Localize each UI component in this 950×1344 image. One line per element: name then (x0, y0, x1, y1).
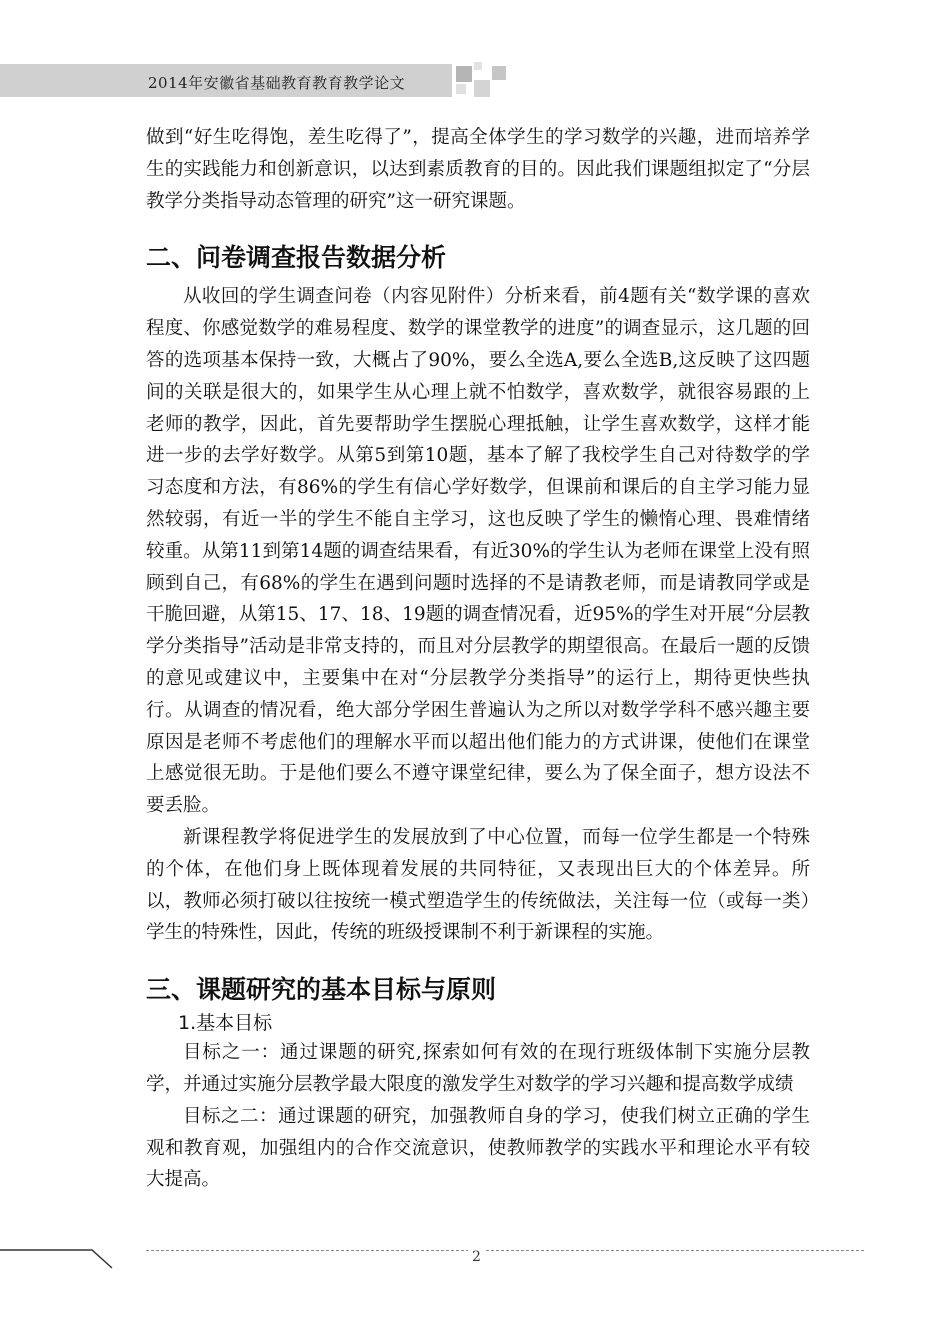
footer-divider (146, 1250, 864, 1251)
footer-corner-decoration (0, 1242, 130, 1282)
goal-2-paragraph: 目标之二：通过课题的研究，加强教师自身的学习，使我们树立正确的学生观和教育观，加强组内的合作交流意识，使教师教学的实践水平和理论水平有较大提高。 (146, 1105, 810, 1191)
intro-paragraph: 做到“好生吃得饱，差生吃得了”，提高全体学生的学习数学的兴趣，进而培养学生的实践能力和创新意识，以达到素质教育的目的。因此我们课题组拟定了“分层教学分类指导动态管理的研究”这一研究课题。 (146, 127, 810, 212)
document-body (146, 122, 810, 1196)
goal-1-paragraph: 目标之一：通过课题的研究,探索如何有效的在现行班级体制下实施分层教学，并通过实施分层教学最大限度的激发学生对数学的学习兴趣和提高数学成绩 (146, 1042, 810, 1095)
decorative-square (456, 84, 466, 94)
decorative-square (456, 66, 472, 82)
header-title: 2014年安徽省基础教育教育教学论文 (148, 74, 406, 92)
section-3-subheading: 1.基本目标 (178, 1012, 273, 1035)
page-number: 2 (468, 1249, 485, 1265)
section-2-paragraph-1: 从收回的学生调查问卷（内容见附件）分析来看，前4题有关“数学课的喜欢程度、你感觉数学的难易程度、数学的课堂教学的进度”的调查显示，这几题的回答的选项基本保持一致，大概占了90%，要么全选A,要么全选B,这反映了这四题间的关联是很大的，如果学生从心理上就不怕数学，喜欢数学，就很容易跟的上老师的教学，因此，首先要帮助学生摆脱心理抵触，让学生喜欢数学，这样才能进一步的去学好数学。从第5到第10题，基本了解了我校学生自己对待数学的学习态度和方法，有86%的学生有信心学好数学，但课前和课后的自主学习能力显然较弱，有近一半的学生不能自主学习，这也反映了学生的懒惰心理、畏难情绪较重。从第11到第14题的调查结果看，有近30%的学生认为老师在课堂上没有照顾到自己，有68%的学生在遇到问题时选择的不是请教老师，而是请教同学或是干脆回避，从第15、17、18、19题的调查情况看，近95%的学生对开展“分层教学分类指导”活动是非常支持的，而且对分层教学的期望很高。在最后一题的反馈的意见或建议中，主要集中在对“分层教学分类指导”的运行上，期待更快些执行。从调查的情况看，绝大部分学困生普遍认为之所以对数学学科不感兴趣主要原因是老师不考虑他们的理解水平而以超出他们能力的方式讲课，使他们在课堂上感觉很无助。于是他们要么不遵守课堂纪律，要么为了保全面子，想方设法不要丢脸。 (146, 286, 810, 817)
decorative-square (474, 62, 482, 70)
section-2-paragraph-2: 新课程教学将促进学生的发展放到了中心位置，而每一位学生都是一个特殊的个体，在他们身上既体现着发展的共同特征，又表现出巨大的个体差异。所以，教师必须打破以往按统一模式塑造学生的传统做法，关注每一位（或每一类）学生的特殊性，因此，传统的班级授课制不利于新课程的实施。 (146, 826, 810, 944)
decorative-square (474, 80, 490, 97)
decorative-square (492, 66, 506, 80)
section-2-heading: 二、问卷调查报告数据分析 (146, 243, 447, 273)
section-3-heading: 三、课题研究的基本目标与原则 (146, 975, 497, 1005)
